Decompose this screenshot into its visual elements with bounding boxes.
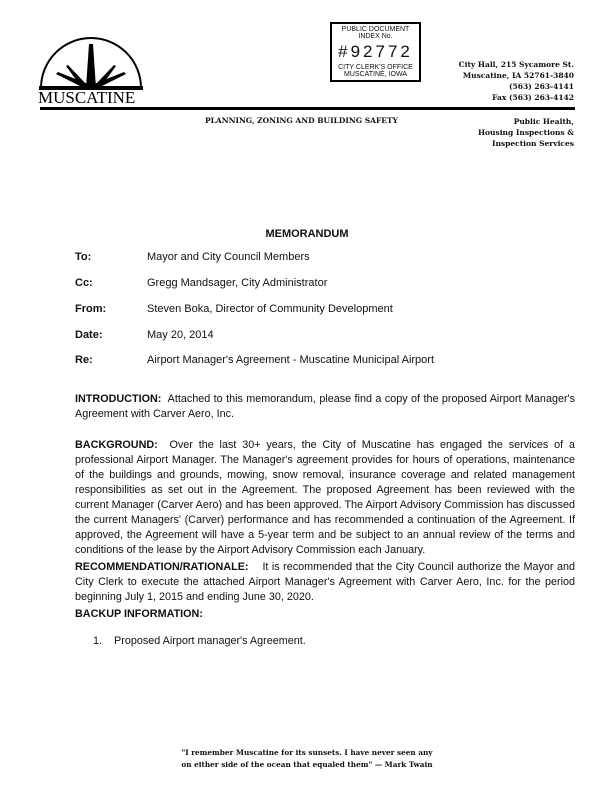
section-label: BACKGROUND: bbox=[75, 439, 158, 451]
service-line: Public Health, bbox=[513, 117, 574, 126]
public-document-stamp bbox=[330, 22, 421, 82]
stamp-line: MUSCATINE, IOWA bbox=[344, 71, 407, 78]
value: Airport Manager's Agreement - Muscatine Municipal Airport bbox=[147, 354, 435, 366]
service-line: Housing Inspections & bbox=[477, 128, 574, 137]
header-date bbox=[75, 329, 214, 341]
backup-heading bbox=[75, 607, 575, 622]
address-block bbox=[459, 59, 574, 103]
section-text: Attached to this memorandum, please find a copy of the proposed Airport Manager's Agreement with Carver Aero, Inc. bbox=[75, 393, 576, 420]
stamp-line: PUBLIC DOCUMENT bbox=[341, 26, 410, 33]
recommendation-paragraph bbox=[75, 560, 575, 605]
quote-line: on either side of the ocean that equaled them" — Mark Twain bbox=[181, 760, 433, 769]
quote-line: "I remember Muscatine for its sunsets. I have never seen any bbox=[181, 748, 433, 757]
backup-list-item bbox=[93, 634, 493, 649]
header-re bbox=[75, 354, 434, 366]
header-to bbox=[75, 251, 310, 263]
section-text: It is recommended that the City Council authorize the Mayor and City Clerk to execute the attached Airport Manager's Agreement with Carver Aero, Inc. for the period beginning July 1, 2015 and ending June 30, 2020. bbox=[75, 561, 576, 603]
service-line: Inspection Services bbox=[491, 139, 574, 148]
value: Steven Boka, Director of Community Development bbox=[147, 303, 393, 315]
label: To: bbox=[75, 251, 92, 263]
stamp-line: INDEX No. bbox=[358, 33, 393, 40]
stamp-number: #92772 bbox=[338, 42, 413, 61]
label: From: bbox=[75, 303, 107, 315]
memo-title: MEMORANDUM bbox=[265, 228, 349, 240]
phone: (563) 263-4141 bbox=[508, 82, 574, 91]
address-line: City Hall, 215 Sycamore St. bbox=[458, 60, 574, 69]
background-paragraph bbox=[75, 438, 575, 558]
services-block bbox=[478, 116, 574, 149]
logo-text: MUSCATINE bbox=[38, 88, 136, 107]
label: Cc: bbox=[75, 277, 93, 289]
footer-quote bbox=[0, 747, 614, 771]
label: Re: bbox=[75, 354, 93, 366]
list-number: 1. bbox=[93, 635, 103, 647]
stamp-line: CITY CLERK'S OFFICE bbox=[338, 64, 413, 71]
label: Date: bbox=[75, 329, 103, 341]
address-line: Muscatine, IA 52761-3840 bbox=[462, 71, 574, 80]
header-from bbox=[75, 303, 393, 315]
section-label: BACKUP INFORMATION: bbox=[75, 608, 203, 620]
value: Gregg Mandsager, City Administrator bbox=[147, 277, 328, 289]
section-label: INTRODUCTION: bbox=[75, 393, 162, 405]
fax: Fax (563) 263-4142 bbox=[492, 93, 574, 102]
list-text: Proposed Airport manager's Agreement. bbox=[114, 635, 306, 647]
header-cc bbox=[75, 277, 327, 289]
value: Mayor and City Council Members bbox=[147, 251, 310, 263]
header-rule bbox=[40, 107, 575, 110]
section-label: RECOMMENDATION/RATIONALE: bbox=[75, 561, 249, 573]
department-name: PLANNING, ZONING AND BUILDING SAFETY bbox=[205, 116, 398, 125]
introduction-paragraph bbox=[75, 392, 575, 422]
section-text: Over the last 30+ years, the City of Muscatine has engaged the services of a professional Airport Manager. The Manager's agreement provides for hours of operations, maintenance of the buildings and grounds, mowing, snow removal, insurance coverage and related management responsibilities as set out in the Agreement. The proposed Agreement has been reviewed with the current Manager (Carver Aero) and has been approved. The Airport Advisory Commission has discussed the current Managers' (Carver) performance and has recommended a continuation of the Agreement. If approved, the Agreement will have a 5-year term and be subject to an annual review of the terms and conditions of the lease by the Airport Advisory Commission each January. bbox=[75, 439, 576, 556]
value: May 20, 2014 bbox=[147, 329, 214, 341]
